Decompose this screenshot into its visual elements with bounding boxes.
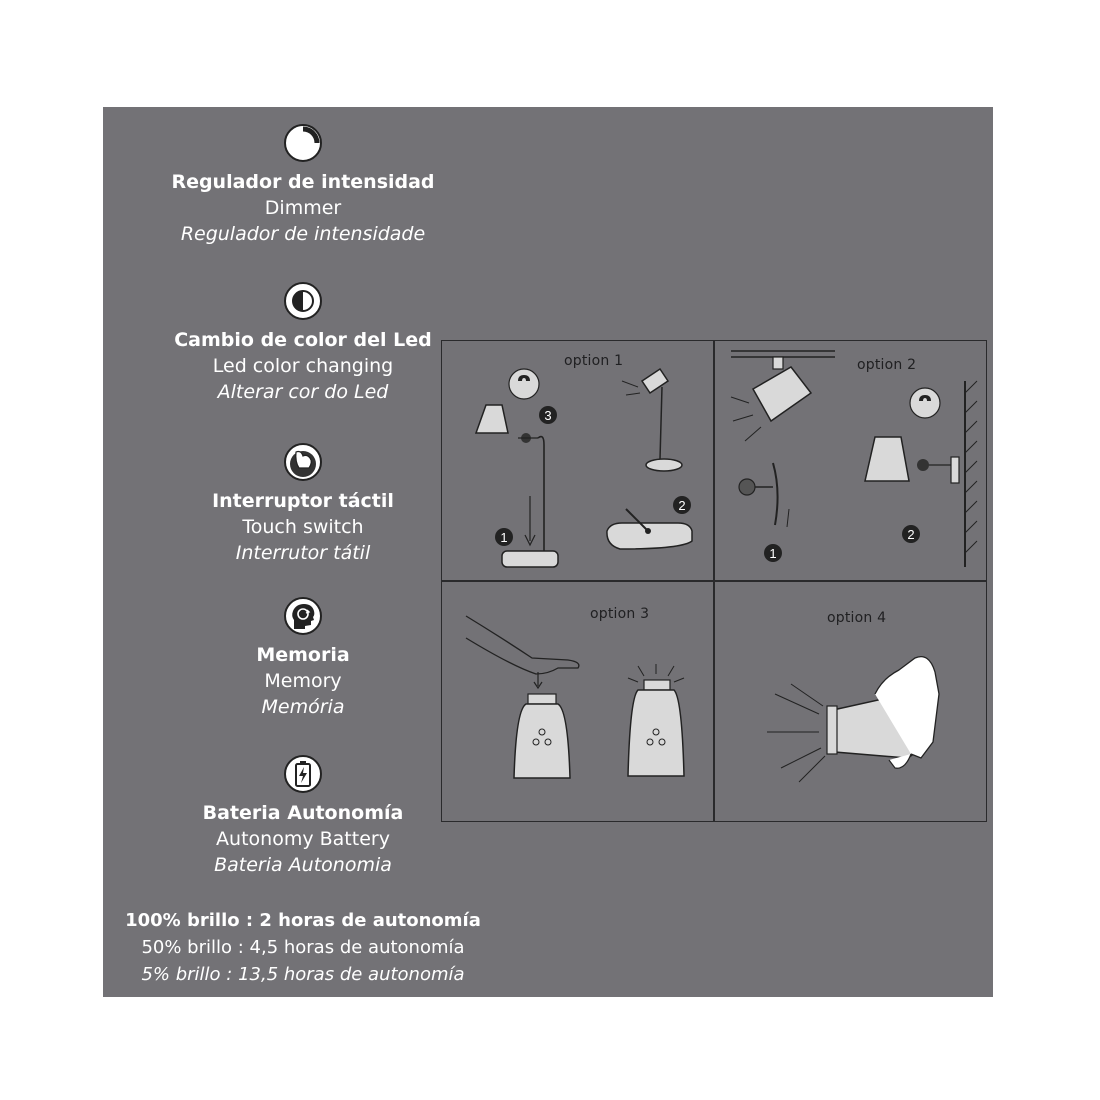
step-2-badge: 2 (678, 498, 686, 513)
option-4-cell (715, 582, 985, 821)
option-4-label: option 4 (827, 610, 887, 626)
product-info-panel (103, 107, 993, 997)
desk-lamp-icon (642, 369, 668, 393)
memory-icon (283, 596, 323, 636)
feature-title-en: Led color changing (212, 355, 394, 377)
feature-title-en: Memory (264, 670, 342, 692)
feature-title-pt: Alterar cor do Led (217, 381, 389, 403)
feature-title-pt: Bateria Autonomia (214, 854, 392, 876)
lamp-base-icon (502, 551, 558, 567)
feature-title-pt: Regulador de intensidade (180, 223, 426, 245)
feature-title-en: Touch switch (242, 516, 364, 538)
option-4-illustration (715, 582, 985, 821)
step-2-badge-b: 2 (907, 527, 915, 542)
option-2-label: option 2 (857, 357, 917, 373)
feature-dimmer (103, 123, 503, 247)
option-1-label: option 1 (564, 353, 624, 369)
option-1-illustration (442, 341, 712, 580)
touch-icon (283, 442, 323, 482)
autonomy-line-5: 5% brillo : 13,5 horas de autonomía (141, 964, 465, 985)
feature-title-pt: Interrutor tátil (235, 542, 371, 564)
color-change-icon (283, 281, 323, 321)
battery-icon (283, 754, 323, 794)
option-3-cell (442, 582, 712, 821)
ceiling-lamp-icon (753, 367, 811, 421)
lamp-head-icon (476, 405, 508, 433)
base-screw-icon (607, 523, 692, 549)
magnet-badge-icon (509, 369, 539, 399)
lamp-body-icon-b (628, 690, 684, 776)
autonomy-line-50: 50% brillo : 4,5 horas de autonomía (141, 937, 465, 958)
feature-title-pt: Memória (261, 696, 345, 718)
option-1-cell (442, 341, 712, 580)
lamp-head-icon-b (865, 437, 909, 481)
step-3-badge: 3 (544, 408, 552, 423)
feature-title-es: Bateria Autonomía (202, 802, 404, 824)
installation-options-grid (441, 340, 987, 822)
option-3-illustration (442, 582, 712, 821)
autonomy-info (103, 907, 503, 988)
step-1-badge-b: 1 (769, 546, 777, 561)
feature-title-es: Regulador de intensidad (171, 171, 435, 193)
feature-title-en: Autonomy Battery (216, 828, 390, 850)
option-2-illustration (715, 341, 985, 580)
feature-title-es: Interruptor táctil (212, 490, 394, 512)
feature-title-en: Dimmer (264, 197, 342, 219)
lamp-body-icon (514, 704, 570, 778)
option-3-label: option 3 (590, 606, 650, 622)
autonomy-line-100: 100% brillo : 2 horas de autonomía (125, 910, 481, 931)
hand-icon (466, 616, 579, 674)
step-1-badge: 1 (500, 530, 508, 545)
option-2-cell (715, 341, 985, 580)
magnet-badge-icon-b (910, 388, 940, 418)
lamp-pole-icon (538, 437, 544, 551)
feature-title-es: Cambio de color del Led (174, 329, 432, 351)
dimmer-icon (283, 123, 323, 163)
feature-title-es: Memoria (256, 644, 350, 666)
